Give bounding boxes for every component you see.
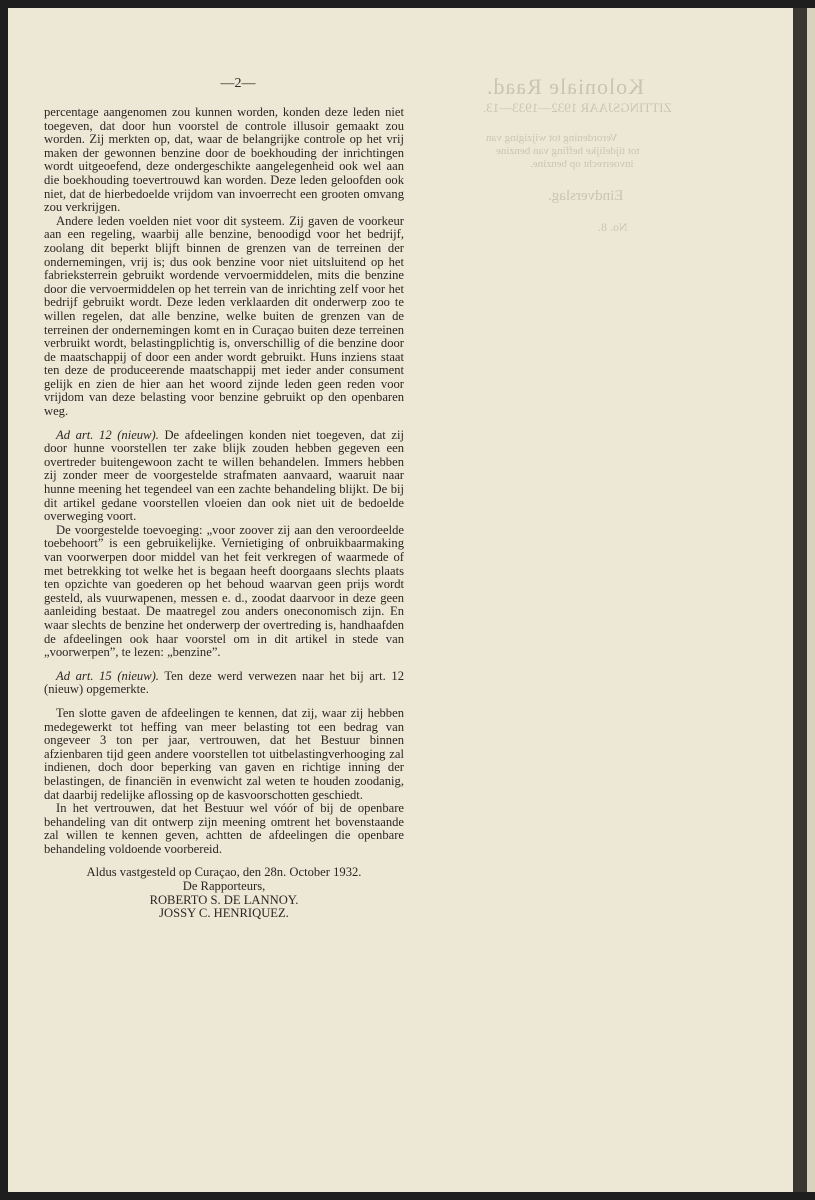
paragraph: percentage aangenomen zou kunnen worden, konden deze leden niet toegeven, dat door hun voorstel de controle illusoir gemaakt zou worden. Zij merkten op, dat, waar de belangrijke controle op het vrij maken der gewonnen benzine door de boekhouding der inrichtingen wordt uitgeoefend, deze ondergeschikte aangelegenheid ook wel aan die boekhouding toevertrouwd kan worden. Deze leden geloofden ook niet, dat de hierbedoelde vrijdom van invoerrecht een grooten omvang zou verkrijgen.: [44, 105, 404, 215]
paragraph-text: Ten deze werd verwezen naar het bij art. 12 (nieuw) opgemerkte.: [44, 668, 404, 697]
bleed-through-heading: Eindverslag.: [548, 188, 624, 204]
paragraph: Ten slotte gaven de afdeelingen te kennen, dat zij, waar zij hebben medegewerkt tot heffing van meer belasting tot een bedrag van ongeveer 3 ton per jaar, vertrouwen, dat het Bestuur binnen afzienbaren tijd geen andere voorstellen tot uitbelastingverhooging zal indienen, doch door beperking van gaven en richtige inning der belastingen, de financiën in evenwicht zal weten te houden zoodanig, dat daarbij redelijke aflossing op de kasvoorschotten geschiedt.: [44, 705, 404, 802]
rapporteurs-heading: De Rapporteurs,: [182, 879, 266, 894]
document-page: [8, 8, 793, 1192]
article-label: Ad art. 12 (nieuw).: [56, 427, 159, 442]
signer-name: JOSSY C. HENRIQUEZ.: [159, 906, 289, 921]
page-number: —2—: [220, 76, 256, 91]
paragraph: De voorgestelde toevoeging: „voor zoover zij aan den veroordeelde toebehoort” is een gebruikelijke. Vernietiging of onbruikbaarmaking van voorwerpen door middel van het feit verkregen of waarmede of met betrekking tot welke het is begaan heeft doorgaans slechts plaats ten opzichte van goederen op het behoud waarvan geen prijs wordt gesteld, als vuurwapenen, messen e. d., zoodat daarvoor in deze geen aanleiding bestaat. De maatregel zou anders oneconomisch zijn. En waar slechts de benzine het onderwerp der overtreding is, handhaafden de afdeelingen ook haar voorstel om in dit artikel in stede van „voorwerpen”, te lezen: „benzine”.: [44, 522, 404, 660]
bleed-through-number: No. 8.: [598, 220, 628, 234]
paragraph-text: De afdeelingen konden niet toegeven, dat zij door hunne voorstellen ter zake blijk zouden hebben gegeven een overtreder buitengewoon zacht te willen behandelen. Immers hebben zij zonder meer de voorgestelde strafmaten aanvaard, waaruit naar hunne meening het tegendeel van een zachte behandeling blijkt. De bij dit artikel gedane voorstellen vloeien dan ook niet uit de bedoelde overweging voort.: [44, 427, 404, 524]
bleed-through-title: Koloniale Raad.: [486, 74, 644, 99]
paragraph-ad-art-12: [44, 429, 404, 524]
paragraph-ad-art-15: [44, 670, 404, 697]
article-label: Ad art. 15 (nieuw).: [56, 668, 159, 683]
text-column: [44, 106, 404, 921]
bleed-through-line: Verordening tot wijziging van: [486, 132, 618, 144]
bleed-through-line: tot tijdelijke heffing van benzine: [496, 145, 640, 157]
paragraph: Andere leden voelden niet voor dit systeem. Zij gaven de voorkeur aan een regeling, waarbij alle benzine, benoodigd voor het bedrijf, zoolang dit beperkt blijft binnen de grenzen van de terreinen der ondernemingen, vrij is; dus ook benzine voor niet uitsluitend op het fabrieksterrein gebruikt wordende vervoermiddelen, mits die benzine door die vervoermiddelen op het terrein van de inrichting zelf voor het bedrijf gebruikt wordt. Deze leden verklaarden dit onderwerp zoo te willen regelen, dat alle benzine, welke buiten de grenzen van de terreinen der ondernemingen komt en in Curaçao buiten deze terreinen verbruikt wordt, belastingplichtig is, onverschillig of die benzine door de maatschappij of door een ander wordt gebruikt. Huns inziens staat ten deze de produceerende maatschappij met ieder ander consument gelijk en zien de hier aan het woord zijnde leden geen reden voor vrijdom van deze belasting voor benzine gebruikt op den openbaren weg.: [44, 213, 404, 419]
bleed-through-line: invoerrecht op benzine.: [530, 158, 634, 170]
binding-edge: [793, 8, 807, 1192]
next-page-edge: [807, 8, 815, 1192]
closing-line: Aldus vastgesteld op Curaçao, den 28n. October 1932.: [86, 865, 362, 880]
paragraph: In het vertrouwen, dat het Bestuur wel vóór of bij de openbare behandeling van dit ontwerp zijn meening omtrent het bovenstaande zal willen te kennen geven, achtten de afdeelingen die openbare behandeling voldoende voorbereid.: [44, 801, 404, 856]
signer-name: ROBERTO S. DE LANNOY.: [149, 892, 299, 907]
bleed-through-subtitle: ZITTINGSJAAR 1932—1933—13.: [483, 100, 672, 115]
